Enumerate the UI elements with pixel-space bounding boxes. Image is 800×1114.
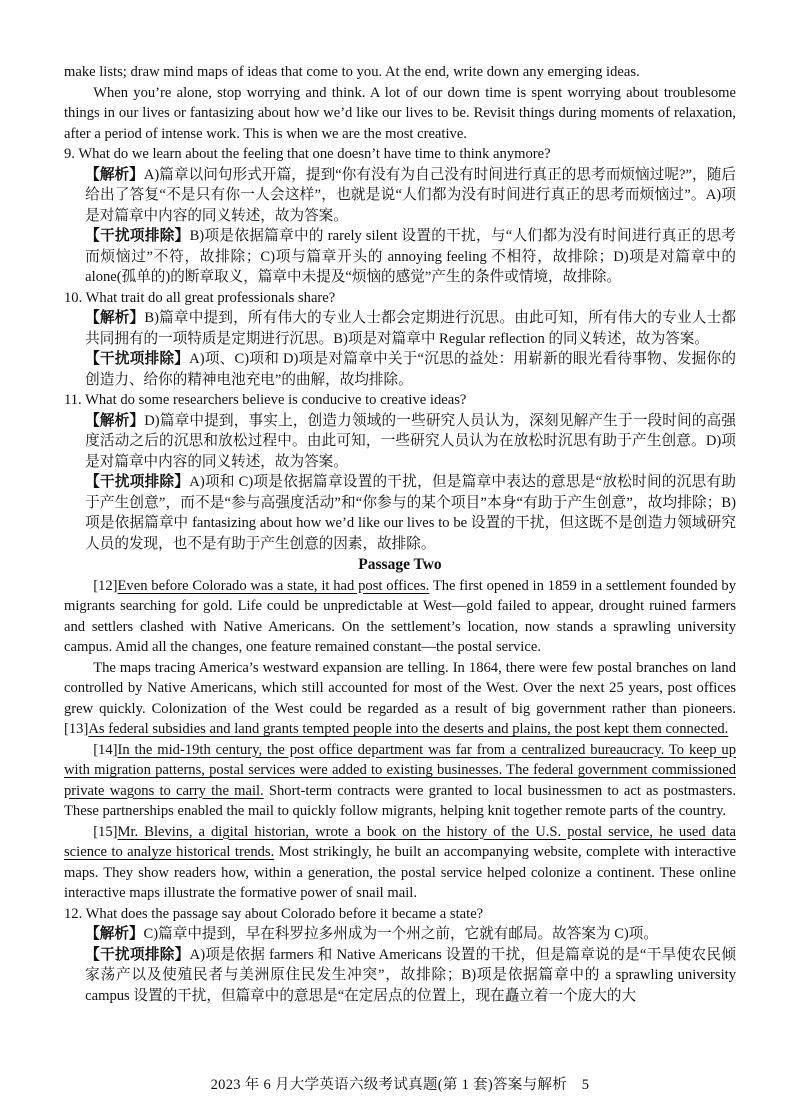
analysis-tag: 【解析】 xyxy=(85,166,144,183)
question-10: 10. What trait do all great professionals share? xyxy=(64,289,336,306)
sentence-marker-15: [15] xyxy=(93,823,118,840)
key-sentence-15: Mr. Blevins, a digital historian, wrote a book on the history of the U.S. postal service, he used data science to analyze historical trends. xyxy=(64,823,736,860)
analysis-tag: 【解析】 xyxy=(85,310,145,326)
distractor-text: A)项和 C)项是依据篇章设置的干扰，但是篇章中表达的意思是“放松时间的沉思有助于产生创意”，而不是“参与高强度活动”和“你参与的某个项目”本身“有助于产生创意”，故均排除；B)项是依据篇章中 fantasizing about how we’d like our lives to be 设置的干扰，但这既不是创造力领域研究人员的发现，也不是有助于产生创意的因素，故排除。 xyxy=(85,474,736,552)
analysis-text: C)篇章中提到，早在科罗拉多州成为一个州之前，它就有邮局。故答案为 C)项。 xyxy=(143,926,658,942)
passage-two-paragraph-1 xyxy=(64,576,736,658)
key-sentence-13: As federal subsidies and land grants tempted people into the deserts and plains, the post kept them connected. xyxy=(88,721,729,737)
question-12-distractors xyxy=(64,945,736,1007)
question-11: 11. What do some researchers believe is conducive to creative ideas? xyxy=(64,392,467,408)
page-footer: 2023 年 6 月大学英语六级考试真题(第 1 套)答案与解析 5 xyxy=(210,1077,590,1093)
analysis-text: D)篇章中提到，事实上，创造力领域的一些研究人员认为，深刻见解产生于一段时间的高强度活动之后的沉思和放松过程中。由此可知，一些研究人员认为在放松时沉思有助于产生创意。D)项是对篇章中内容的同义转述，故为答案。 xyxy=(85,412,736,470)
distractor-text: B)项是依据篇章中的 rarely silent 设置的干扰，与“人们都为没有时间进行真正的思考而烦恼过”不符，故排除；C)项与篇章开头的 annoying feeling 不相符，故排除；D)项是对篇章中的 alone(孤单的)的断章取义，篇章中未提及“烦恼的感觉”产生的条件或情境，故排除。 xyxy=(85,228,736,285)
passage-one-paragraph: When you’re alone, stop worrying and think. A lot of our down time is spent worrying about troublesome things in our lives or fantasizing about how we’d like our lives to be. Revisit things during moments of relaxation, after a period of intense work. This is when we are the most creative. xyxy=(64,84,736,142)
question-11-distractors xyxy=(64,472,736,554)
paragraph-text: The maps tracing America’s westward expansion are telling. In 1864, there were few postal branches on land controlled by Native Americans, which still accounted for most of the West. Over the next 25 years, post offices grew quickly. Colonization of the West could be regarded as a result of big government rather than pioneers. xyxy=(64,659,736,717)
sentence-marker-13: [13] xyxy=(64,721,89,737)
key-sentence-12: Even before Colorado was a state, it had post offices. xyxy=(117,577,430,594)
analysis-tag: 【解析】 xyxy=(85,412,145,429)
question-9: 9. What do we learn about the feeling that one doesn’t have time to think anymore? xyxy=(64,146,551,162)
passage-one-tail: make lists; draw mind maps of ideas that come to you. At the end, write down any emerging ideas. xyxy=(64,64,640,80)
analysis-tag: 【解析】 xyxy=(85,926,144,942)
distractor-tag: 【干扰项排除】 xyxy=(85,946,190,963)
paragraph-text: Most strikingly, he built an accompanying website, complete with interactive maps. They show readers how, within a generation, the postal service helped colonize a continent. These online interactive maps illustrate the formative power of snail mail. xyxy=(64,844,736,901)
passage-two-paragraph-2 xyxy=(64,658,736,740)
passage-two-paragraph-3 xyxy=(64,740,736,822)
distractor-text: A)项是依据 farmers 和 Native Americans 设置的干扰，但是篇章说的是“干旱使农民倾家荡产以及使殖民者与美洲原住民发生冲突”，故排除；B)项是依据篇章中的 a sprawling university campus 设置的干扰，但篇章中的意思是“在定居点的位置上，现在矗立着一个庞大的大 xyxy=(85,946,736,1004)
sentence-marker-14: [14] xyxy=(93,741,118,758)
question-9-distractors xyxy=(64,226,736,288)
paragraph-text: Short-term contracts were granted to local businessmen to act as postmasters. These partnerships enabled the mail to quickly follow migrants, helping knit together remote parts of the country. xyxy=(64,782,736,819)
question-12-analysis xyxy=(64,924,736,945)
document-body xyxy=(64,62,736,1006)
distractor-tag: 【干扰项排除】 xyxy=(85,474,190,490)
question-9-analysis xyxy=(64,165,736,227)
distractor-tag: 【干扰项排除】 xyxy=(85,351,190,367)
question-12: 12. What does the passage say about Colorado before it became a state? xyxy=(64,905,484,922)
paragraph-text: The first opened in 1859 in a settlement founded by migrants searching for gold. Life could be unpredictable at West—gold failed to appear, drought ruined farmers and settlers clashed with Native Americans. On the settlement’s location, now stands a sprawling university campus. Amid all the changes, one feature remained constant—the postal service. xyxy=(64,577,736,655)
question-10-analysis xyxy=(64,308,736,349)
question-10-distractors xyxy=(64,349,736,390)
passage-two-title: Passage Two xyxy=(358,556,442,573)
distractor-tag: 【干扰项排除】 xyxy=(85,228,190,244)
distractor-text: A)项、C)项和 D)项是对篇章中关于“沉思的益处：用崭新的眼光看待事物、发掘你的创造力、给你的精神电池充电”的曲解，故均排除。 xyxy=(85,351,736,388)
passage-two-paragraph-4 xyxy=(64,822,736,904)
question-11-analysis xyxy=(64,411,736,473)
analysis-text: B)篇章中提到，所有伟大的专业人士都会定期进行沉思。由此可知，所有伟大的专业人士都共同拥有的一项特质是定期进行沉思。B)项是对篇章中 Regular reflection 的同义转述，故为答案。 xyxy=(85,310,736,347)
key-sentence-14: In the mid-19th century, the post office department was far from a centralized bureaucracy. To keep up with migration patterns, postal services were added to existing businesses. The federal government commissioned private wagons to carry the mail. xyxy=(64,741,736,799)
sentence-marker-12: [12] xyxy=(93,577,118,594)
analysis-text: A)篇章以问句形式开篇，提到“你有没有为自己没有时间进行真正的思考而烦恼过呢?”，随后给出了答复“不是只有你一人会这样”，也就是说“人们都为没有时间进行真正的思考而烦恼过”。A)项是对篇章中内容的同义转述，故为答案。 xyxy=(85,166,736,224)
